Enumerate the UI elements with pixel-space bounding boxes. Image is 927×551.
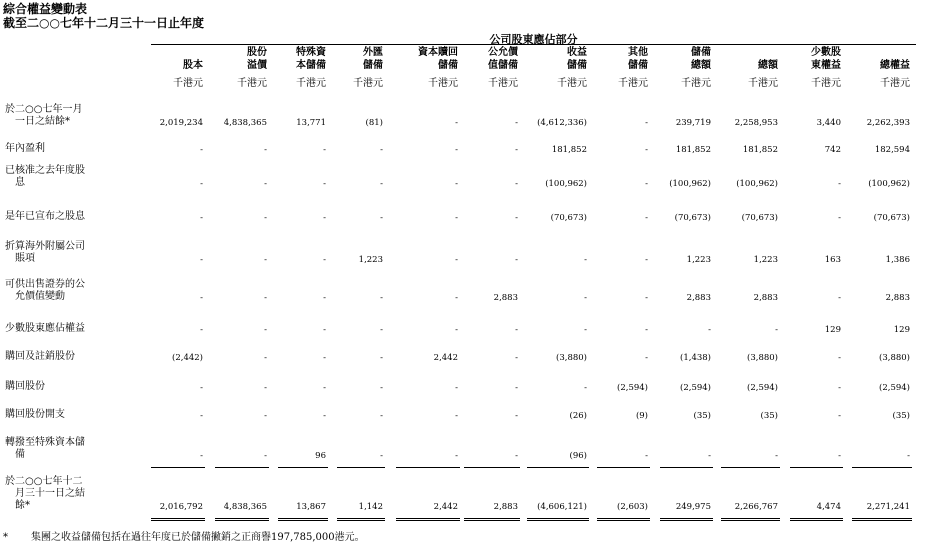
- column-header-share_premium: [247, 46, 267, 72]
- table-cell: -: [455, 451, 458, 461]
- table-cell: -: [708, 451, 711, 461]
- table-cell: 1,223: [358, 255, 383, 265]
- total-double-rule: [597, 518, 650, 521]
- table-cell: 2,271,241: [866, 502, 910, 512]
- table-cell: (1,438): [680, 353, 711, 363]
- table-cell: -: [645, 213, 648, 223]
- table-cell: -: [200, 325, 203, 335]
- row-label: [5, 351, 75, 363]
- column-header-total: [758, 59, 778, 72]
- column-header-line: 股份: [247, 47, 267, 58]
- table-cell: (100,962): [669, 179, 711, 189]
- total-double-rule: [396, 518, 460, 521]
- column-header-line: 值儲備: [488, 60, 518, 71]
- table-cell: 1,223: [753, 255, 778, 265]
- table-cell: -: [380, 145, 383, 155]
- table-cell: -: [838, 179, 841, 189]
- table-cell: -: [645, 451, 648, 461]
- table-cell: -: [515, 353, 518, 363]
- column-header-line: 其他: [628, 47, 648, 58]
- table-cell: 2,016,792: [159, 502, 203, 512]
- column-header-line: 儲備: [567, 60, 587, 71]
- table-cell: 2,883: [493, 293, 518, 303]
- table-cell: -: [380, 213, 383, 223]
- column-header-line: 收益: [567, 47, 587, 58]
- table-cell: -: [515, 325, 518, 335]
- total-double-rule: [464, 518, 520, 521]
- row-label-line: 賬項: [15, 253, 35, 264]
- table-cell: -: [455, 325, 458, 335]
- table-cell: (70,673): [550, 213, 587, 223]
- footnote-marker: *: [3, 532, 8, 543]
- subtotal-rule: [396, 467, 460, 468]
- table-cell: -: [838, 353, 841, 363]
- row-label-line: 允價值變動: [15, 291, 65, 302]
- table-cell: -: [645, 179, 648, 189]
- table-cell: (4,612,336): [537, 118, 587, 128]
- table-cell: -: [838, 383, 841, 393]
- row-label: [5, 165, 85, 189]
- footnote: [3, 528, 365, 543]
- table-cell: -: [645, 325, 648, 335]
- table-cell: -: [323, 411, 326, 421]
- table-cell: -: [775, 325, 778, 335]
- row-label: [5, 409, 65, 421]
- table-cell: -: [380, 383, 383, 393]
- table-cell: -: [200, 213, 203, 223]
- column-header-share_capital: [183, 59, 203, 72]
- row-label-line: 餘*: [15, 500, 30, 511]
- table-cell: 249,975: [675, 502, 711, 512]
- column-header-exchange_reserve: [363, 46, 383, 72]
- table-cell: (2,594): [680, 383, 711, 393]
- column-header-line: 少數股: [811, 47, 841, 58]
- table-cell: -: [323, 213, 326, 223]
- table-cell: 2,883: [885, 293, 910, 303]
- table-cell: -: [455, 293, 458, 303]
- table-cell: -: [907, 451, 910, 461]
- table-cell: 1,142: [358, 502, 383, 512]
- table-cell: (3,880): [747, 353, 778, 363]
- table-cell: 2,266,767: [734, 502, 778, 512]
- table-cell: -: [515, 118, 518, 128]
- table-cell: -: [323, 325, 326, 335]
- table-cell: -: [264, 255, 267, 265]
- total-double-rule: [852, 518, 912, 521]
- table-cell: -: [838, 411, 841, 421]
- table-cell: -: [515, 255, 518, 265]
- total-double-rule: [527, 518, 589, 521]
- table-cell: (2,594): [879, 383, 910, 393]
- table-cell: 2,262,393: [866, 118, 910, 128]
- row-label: [5, 241, 85, 265]
- table-cell: -: [645, 145, 648, 155]
- table-cell: -: [645, 118, 648, 128]
- column-header-capital_redemption_reserve: [418, 46, 458, 72]
- table-cell: -: [264, 383, 267, 393]
- column-unit: 千港元: [748, 78, 778, 89]
- row-label-line: 少數股東應佔權益: [5, 323, 85, 334]
- table-cell: 4,474: [816, 502, 841, 512]
- column-header-line: 總額: [691, 60, 711, 71]
- statement-period: 截至二○○七年十二月三十一日止年度: [3, 16, 204, 30]
- table-cell: -: [455, 255, 458, 265]
- row-label-line: 息: [15, 177, 25, 188]
- table-cell: (26): [569, 411, 587, 421]
- table-cell: (35): [760, 411, 778, 421]
- row-label-line: 轉撥至特殊資本儲: [5, 437, 85, 448]
- row-label-line: 年內盈利: [5, 143, 45, 154]
- total-double-rule: [721, 518, 780, 521]
- table-cell: -: [200, 411, 203, 421]
- total-double-rule: [278, 518, 328, 521]
- row-label-line: 於二○○七年一月: [5, 104, 83, 115]
- row-label: [5, 381, 45, 393]
- table-cell: -: [264, 451, 267, 461]
- column-unit: 千港元: [353, 78, 383, 89]
- table-cell: 742: [824, 145, 841, 155]
- column-unit: 千港元: [428, 78, 458, 89]
- footnote-text: 集團之收益儲備包括在過往年度已於儲備撇銷之正商譽197,785,000港元。: [31, 532, 365, 543]
- table-cell: (2,442): [172, 353, 203, 363]
- table-cell: -: [200, 293, 203, 303]
- column-unit: 千港元: [681, 78, 711, 89]
- column-header-line: 公允價: [488, 47, 518, 58]
- table-cell: 182,594: [874, 145, 910, 155]
- table-cell: -: [515, 213, 518, 223]
- subtotal-rule: [721, 467, 780, 468]
- row-label-line: 折算海外附屬公司: [5, 241, 85, 252]
- table-cell: 181,852: [675, 145, 711, 155]
- row-label: [5, 143, 45, 155]
- row-label: [5, 476, 85, 512]
- subtotal-rule: [660, 467, 713, 468]
- table-cell: -: [584, 293, 587, 303]
- table-cell: 13,867: [296, 502, 326, 512]
- table-cell: (70,673): [741, 213, 778, 223]
- table-cell: -: [264, 293, 267, 303]
- table-cell: -: [455, 179, 458, 189]
- subtotal-rule: [337, 467, 385, 468]
- table-cell: 1,386: [885, 255, 910, 265]
- table-cell: -: [515, 411, 518, 421]
- row-label-line: 是年已宣布之股息: [5, 211, 85, 222]
- table-cell: -: [264, 145, 267, 155]
- subtotal-rule: [464, 467, 520, 468]
- table-cell: -: [838, 451, 841, 461]
- column-header-line: 東權益: [811, 60, 841, 71]
- subtotal-rule: [278, 467, 328, 468]
- table-cell: 2,883: [686, 293, 711, 303]
- table-cell: -: [455, 213, 458, 223]
- table-cell: (9): [635, 411, 648, 421]
- row-label-line: 於二○○七年十二: [5, 476, 83, 487]
- table-cell: -: [200, 145, 203, 155]
- table-cell: 163: [824, 255, 841, 265]
- table-cell: (3,880): [556, 353, 587, 363]
- column-header-line: 總額: [758, 60, 778, 71]
- table-cell: -: [515, 179, 518, 189]
- table-cell: -: [380, 353, 383, 363]
- table-cell: -: [455, 118, 458, 128]
- subtotal-rule: [527, 467, 589, 468]
- total-double-rule: [790, 518, 843, 521]
- table-cell: -: [455, 383, 458, 393]
- table-cell: 96: [315, 451, 326, 461]
- column-header-other_reserves: [628, 46, 648, 72]
- row-label: [5, 279, 85, 303]
- column-header-line: 儲備: [691, 47, 711, 58]
- table-cell: -: [200, 179, 203, 189]
- total-double-rule: [215, 518, 269, 521]
- column-header-fair_value_reserve: [488, 46, 518, 72]
- table-cell: 2,258,953: [734, 118, 778, 128]
- column-header-line: 資本贖回: [418, 47, 458, 58]
- table-cell: -: [380, 325, 383, 335]
- table-cell: -: [584, 325, 587, 335]
- table-cell: -: [264, 325, 267, 335]
- table-cell: 181,852: [551, 145, 587, 155]
- table-cell: -: [455, 411, 458, 421]
- column-header-line: 外匯: [363, 47, 383, 58]
- table-cell: (100,962): [868, 179, 910, 189]
- column-header-total_equity: [880, 59, 910, 72]
- table-cell: -: [515, 383, 518, 393]
- column-unit: 千港元: [296, 78, 326, 89]
- row-label-line: 可供出售證券的公: [5, 279, 85, 290]
- table-cell: -: [380, 179, 383, 189]
- table-cell: (100,962): [736, 179, 778, 189]
- column-unit: 千港元: [811, 78, 841, 89]
- column-header-line: 特殊資: [296, 47, 326, 58]
- table-cell: 2,019,234: [159, 118, 203, 128]
- table-cell: -: [645, 353, 648, 363]
- row-label: [5, 437, 85, 461]
- table-cell: -: [264, 213, 267, 223]
- table-cell: 129: [893, 325, 910, 335]
- table-cell: 4,838,365: [223, 502, 267, 512]
- table-cell: (96): [569, 451, 587, 461]
- column-header-line: 儲備: [628, 60, 648, 71]
- table-cell: -: [264, 179, 267, 189]
- table-cell: (35): [892, 411, 910, 421]
- table-cell: -: [323, 353, 326, 363]
- subtotal-rule: [852, 467, 912, 468]
- table-cell: (2,594): [617, 383, 648, 393]
- column-header-retained_earnings: [567, 46, 587, 72]
- table-cell: 129: [824, 325, 841, 335]
- table-cell: 239,719: [675, 118, 711, 128]
- total-double-rule: [151, 518, 205, 521]
- column-header-line: 儲備: [438, 60, 458, 71]
- table-cell: -: [708, 325, 711, 335]
- table-cell: (4,606,121): [537, 502, 587, 512]
- group-header-rule: [151, 44, 916, 45]
- column-header-total_reserves: [691, 46, 711, 72]
- column-unit: 千港元: [488, 78, 518, 89]
- column-header-special_capital_reserve: [296, 46, 326, 72]
- table-cell: (70,673): [873, 213, 910, 223]
- column-unit: 千港元: [173, 78, 203, 89]
- table-cell: -: [323, 179, 326, 189]
- row-label-line: 一日之結餘*: [15, 116, 70, 127]
- subtotal-rule: [790, 467, 843, 468]
- table-cell: -: [264, 411, 267, 421]
- subtotal-rule: [151, 467, 205, 468]
- row-label-line: 購回及註銷股份: [5, 351, 75, 362]
- column-unit: 千港元: [880, 78, 910, 89]
- table-cell: (81): [365, 118, 383, 128]
- table-cell: 2,883: [753, 293, 778, 303]
- table-cell: -: [200, 255, 203, 265]
- column-header-line: 溢價: [247, 60, 267, 71]
- statement-title: 綜合權益變動表: [3, 2, 88, 16]
- column-header-line: 股本: [183, 60, 203, 71]
- table-cell: -: [838, 293, 841, 303]
- table-cell: (70,673): [674, 213, 711, 223]
- table-cell: -: [584, 255, 587, 265]
- table-cell: -: [645, 293, 648, 303]
- table-cell: -: [515, 145, 518, 155]
- row-label: [5, 323, 85, 335]
- group-header: 公司股東應佔部分: [489, 33, 578, 46]
- table-cell: -: [380, 411, 383, 421]
- table-cell: -: [455, 145, 458, 155]
- column-header-minority_interests: [811, 46, 841, 72]
- column-header-line: 總權益: [880, 60, 910, 71]
- table-cell: -: [323, 255, 326, 265]
- table-cell: (3,880): [879, 353, 910, 363]
- table-cell: 2,883: [493, 502, 518, 512]
- table-cell: -: [323, 145, 326, 155]
- table-cell: -: [775, 451, 778, 461]
- row-label: [5, 211, 85, 223]
- total-double-rule: [660, 518, 713, 521]
- table-cell: -: [200, 383, 203, 393]
- table-cell: -: [645, 255, 648, 265]
- table-cell: -: [200, 451, 203, 461]
- table-cell: -: [323, 293, 326, 303]
- total-double-rule: [337, 518, 385, 521]
- table-cell: -: [380, 293, 383, 303]
- row-label-line: 購回股份開支: [5, 409, 65, 420]
- table-cell: -: [584, 383, 587, 393]
- column-unit: 千港元: [557, 78, 587, 89]
- table-cell: 4,838,365: [223, 118, 267, 128]
- table-cell: (100,962): [545, 179, 587, 189]
- subtotal-rule: [215, 467, 269, 468]
- row-label-line: 購回股份: [5, 381, 45, 392]
- table-cell: (2,594): [747, 383, 778, 393]
- table-cell: 2,442: [433, 502, 458, 512]
- table-cell: (2,603): [617, 502, 648, 512]
- row-label-line: 備: [15, 449, 25, 460]
- table-cell: 181,852: [742, 145, 778, 155]
- table-cell: 13,771: [296, 118, 326, 128]
- column-header-line: 儲備: [363, 60, 383, 71]
- row-label: [5, 104, 82, 128]
- column-unit: 千港元: [237, 78, 267, 89]
- table-cell: -: [838, 213, 841, 223]
- table-cell: 1,223: [686, 255, 711, 265]
- table-cell: -: [515, 451, 518, 461]
- column-unit: 千港元: [618, 78, 648, 89]
- row-label-line: 月三十一日之結: [15, 488, 85, 499]
- table-cell: -: [380, 451, 383, 461]
- row-label-line: 已核准之去年度股: [5, 165, 85, 176]
- table-cell: -: [264, 353, 267, 363]
- table-cell: -: [323, 383, 326, 393]
- subtotal-rule: [597, 467, 650, 468]
- column-header-line: 本儲備: [296, 60, 326, 71]
- table-cell: (35): [693, 411, 711, 421]
- table-cell: 2,442: [433, 353, 458, 363]
- table-cell: 3,440: [816, 118, 841, 128]
